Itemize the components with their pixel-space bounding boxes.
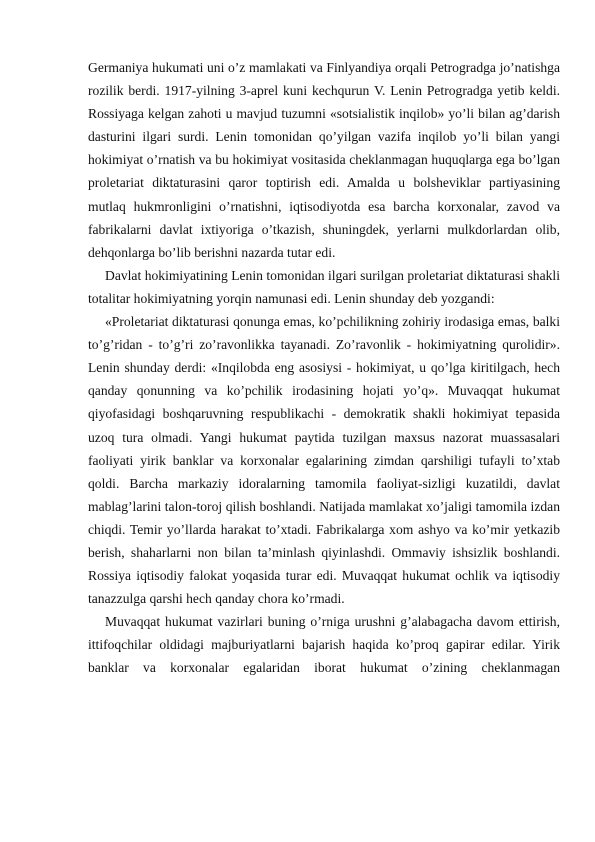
document-page	[88, 56, 560, 680]
paragraph-4: Muvaqqat hukumat vazirlari buning o’rniga urushni g’alabagacha davom ettirish, ittifoqchilar oldidagi majburiyatlarni bajarish haqida ko’proq gapirar edilar. Yirik banklar va korxonalar egalaridan iborat hukumat o’zining cheklanmagan	[88, 614, 560, 676]
paragraph-2: Davlat hokimiyatining Lenin tomonidan ilgari surilgan proletariat diktaturasi shakli totalitar hokimiyatning yorqin namunasi edi. Lenin shunday deb yozgandi:	[88, 267, 560, 306]
paragraph-3: «Proletariat diktaturasi qonunga emas, ko’pchilikning zohiriy irodasiga emas, balki to’g’ridan - to’g’ri zo’ravonlikka tayanadi. Zo’ravonlik - hokimiyatning qurolidir». Lenin shunday derdi: «Inqilobda eng asosiysi - hokimiyat, u qo’lga kiritilgach, hech qanday qonunning va ko’pchilik irodasining hojati yo’q». Muvaqqat hukumat qiyofasidagi boshqaruvning respublikachi - demokratik shakli hokimiyat tepasida uzoq tura olmadi. Yangi hukumat paytida tuzilgan maxsus nazorat muassasalari faoliyati yirik banklar va korxonalar egalarining zimdan qarshiligi tufayli to’xtab qoldi. Barcha markaziy idoralarning tamomila faoliyat-sizligi kuzatildi, davlat mablag’larini talon-toroj qilish boshlandi. Natijada mamlakat xo’jaligi tamomila izdan chiqdi. Temir yo’llarda harakat to’xtadi. Fabrikalarga xom ashyo va ko’mir yetkazib berish, shaharlarni non bilan ta’minlash qiyinlashdi. Ommaviy ishsizlik boshlandi. Rossiya iqtisodiy falokat yoqasida turar edi. Muvaqqat hukumat ochlik va iqtisodiy tanazzulga qarshi hech qanday chora ko’rmadi.	[88, 314, 560, 607]
paragraph-1: Germaniya hukumati uni o’z mamlakati va Finlyandiya orqali Petrogradga jo’natishga rozilik berdi. 1917-yilning 3-aprel kuni kechqurun V. Lenin Petrogradga yetib keldi. Rossiyaga kelgan zahoti u mavjud tuzumni «sotsialistik inqilob» yo’li bilan ag’darish dasturini ilgari surdi. Lenin tomonidan qo’yilgan vazifa inqilob yo’li bilan yangi hokimiyat o’rnatish va bu hokimiyat vositasida cheklanmagan huquqlarga ega bo’lgan proletariat diktaturasini qaror toptirish edi. Amalda u bolsheviklar partiyasining mutlaq hukmronligini o’rnatishni, iqtisodiyotda esa barcha korxonalar, zavod va fabrikalarni davlat ixtiyoriga o’tkazish, shuningdek, yerlarni mulkdorlardan olib, dehqonlarga bo’lib berishni nazarda tutar edi.	[88, 60, 560, 260]
